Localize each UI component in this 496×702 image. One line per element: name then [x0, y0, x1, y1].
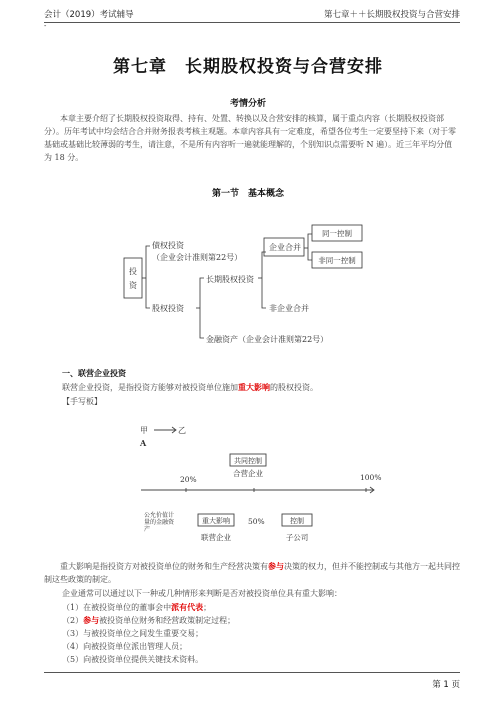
- header-mark: -: [44, 22, 47, 30]
- list-item-tail: 被投资单位财务和经营政策制定过程；: [99, 616, 236, 625]
- body-text-a: 重大影响是指投资方对被投资单位的财务和生产经营决策有: [60, 562, 268, 571]
- item1-definition: [62, 382, 318, 393]
- list-item: [62, 641, 187, 652]
- judge-intro: 企业通常可以通过以下一种或几种情形来判断是否对被投资单位具有重大影响：: [62, 589, 342, 598]
- list-item-highlight: 派有代表: [171, 602, 204, 612]
- control-label: 控制: [290, 517, 304, 525]
- non-same-control-label: 非同一控制: [318, 256, 356, 265]
- same-control-label: 同一控制: [322, 229, 352, 238]
- joint-control-label: 共同控制: [234, 457, 262, 465]
- p50-label: 50%: [248, 517, 265, 526]
- header-rule: [44, 22, 460, 23]
- subsidiary-label: 子公司: [285, 533, 309, 542]
- debt-note: （企业会计准则第22号）: [152, 253, 243, 262]
- fair-value-label-1: 公允价值计: [144, 512, 175, 519]
- significant-label: 重大影响: [202, 517, 230, 525]
- body-highlight: 参与: [268, 561, 284, 571]
- fair-value-label-2: 量的金融资: [144, 519, 175, 526]
- page-number: 第 1 页: [432, 680, 460, 690]
- associate-label: 联营企业: [201, 533, 231, 542]
- holding-percentage-diagram: [136, 418, 396, 544]
- footer-rule: [44, 672, 460, 673]
- list-item-text: （4）向被投资单位派出管理人员；: [62, 642, 188, 651]
- item1-highlight: 重大影响: [238, 382, 270, 392]
- list-item-text: （3）与被投资单位之间发生重要交易；: [62, 629, 204, 638]
- item1-text-b: 的股权投资。: [270, 383, 318, 392]
- header-left: 会计（2019）考试辅导: [44, 10, 134, 20]
- yi-label: 乙: [178, 426, 186, 435]
- jv-label: 合营企业: [233, 469, 263, 478]
- a-letter: A: [140, 438, 147, 448]
- chapter-title: 第七章 长期股权投资与合营安排: [113, 57, 383, 77]
- list-item-text: （1）在被投资单位的董事会中: [62, 603, 172, 612]
- p20-label: 20%: [180, 475, 197, 484]
- root-label-2: 资: [129, 281, 137, 290]
- list-item: [62, 602, 211, 613]
- p100-label: 100%: [360, 473, 382, 482]
- analysis-heading: 考情分析: [229, 99, 266, 109]
- list-item: [62, 628, 203, 639]
- list-item-text: （5）向被投资单位提供关键技术资料。: [62, 655, 204, 664]
- equity-label: 股权投资: [152, 304, 184, 313]
- page-header: [0, 0, 496, 30]
- debt-label: 债权投资: [152, 241, 184, 250]
- significant-influence-paragraph: [44, 560, 460, 586]
- fair-value-label-3: 产: [144, 526, 151, 533]
- non-merger-label: 非企业合并: [269, 304, 309, 313]
- root-box: [124, 258, 142, 298]
- list-item-tail: ；: [203, 603, 212, 612]
- root-label-1: 投: [129, 267, 137, 276]
- handwriting-label: 【手写板】: [62, 397, 102, 406]
- fin-asset-label: 金融资产（企业会计准则第22号）: [206, 335, 329, 344]
- list-item-highlight: 参与: [83, 615, 100, 625]
- investment-classification-diagram: [118, 212, 368, 352]
- body-text-b: 决策的权力，但并不能控制或与其他方一起共同控制这些政策的制定。: [44, 562, 460, 584]
- ltei-label: 长期股权投资: [206, 275, 254, 284]
- merger-label: 企业合并: [269, 243, 301, 252]
- list-item: [62, 615, 235, 626]
- item1-text-a: 联营企业投资，是指投资方能够对被投资单位施加: [62, 383, 238, 392]
- header-right: 第七章＋＋长期股权投资与合营安排: [323, 10, 460, 20]
- item1-heading: 一、联营企业投资: [62, 369, 126, 378]
- list-item: [62, 654, 203, 665]
- analysis-paragraph: 本章主要介绍了长期股权投资取得、持有、处置、转换以及合营安排的核算，属于重点内容（长期股权投资部分）。历年考试中均会结合合并财务报表考核主观题。本章内容具有一定难度，希望各位考生一定要坚持下来（对于零基础或基础比较薄弱的考生，请注意，不是所有内容听一遍就能理解的，个别知识点需要听 N 遍）。近三年平均分值为 18 分。: [44, 114, 456, 162]
- list-item-text: （2）: [62, 616, 84, 625]
- jia-label: 甲: [140, 426, 148, 435]
- section-heading: 第一节 基本概念: [211, 189, 284, 199]
